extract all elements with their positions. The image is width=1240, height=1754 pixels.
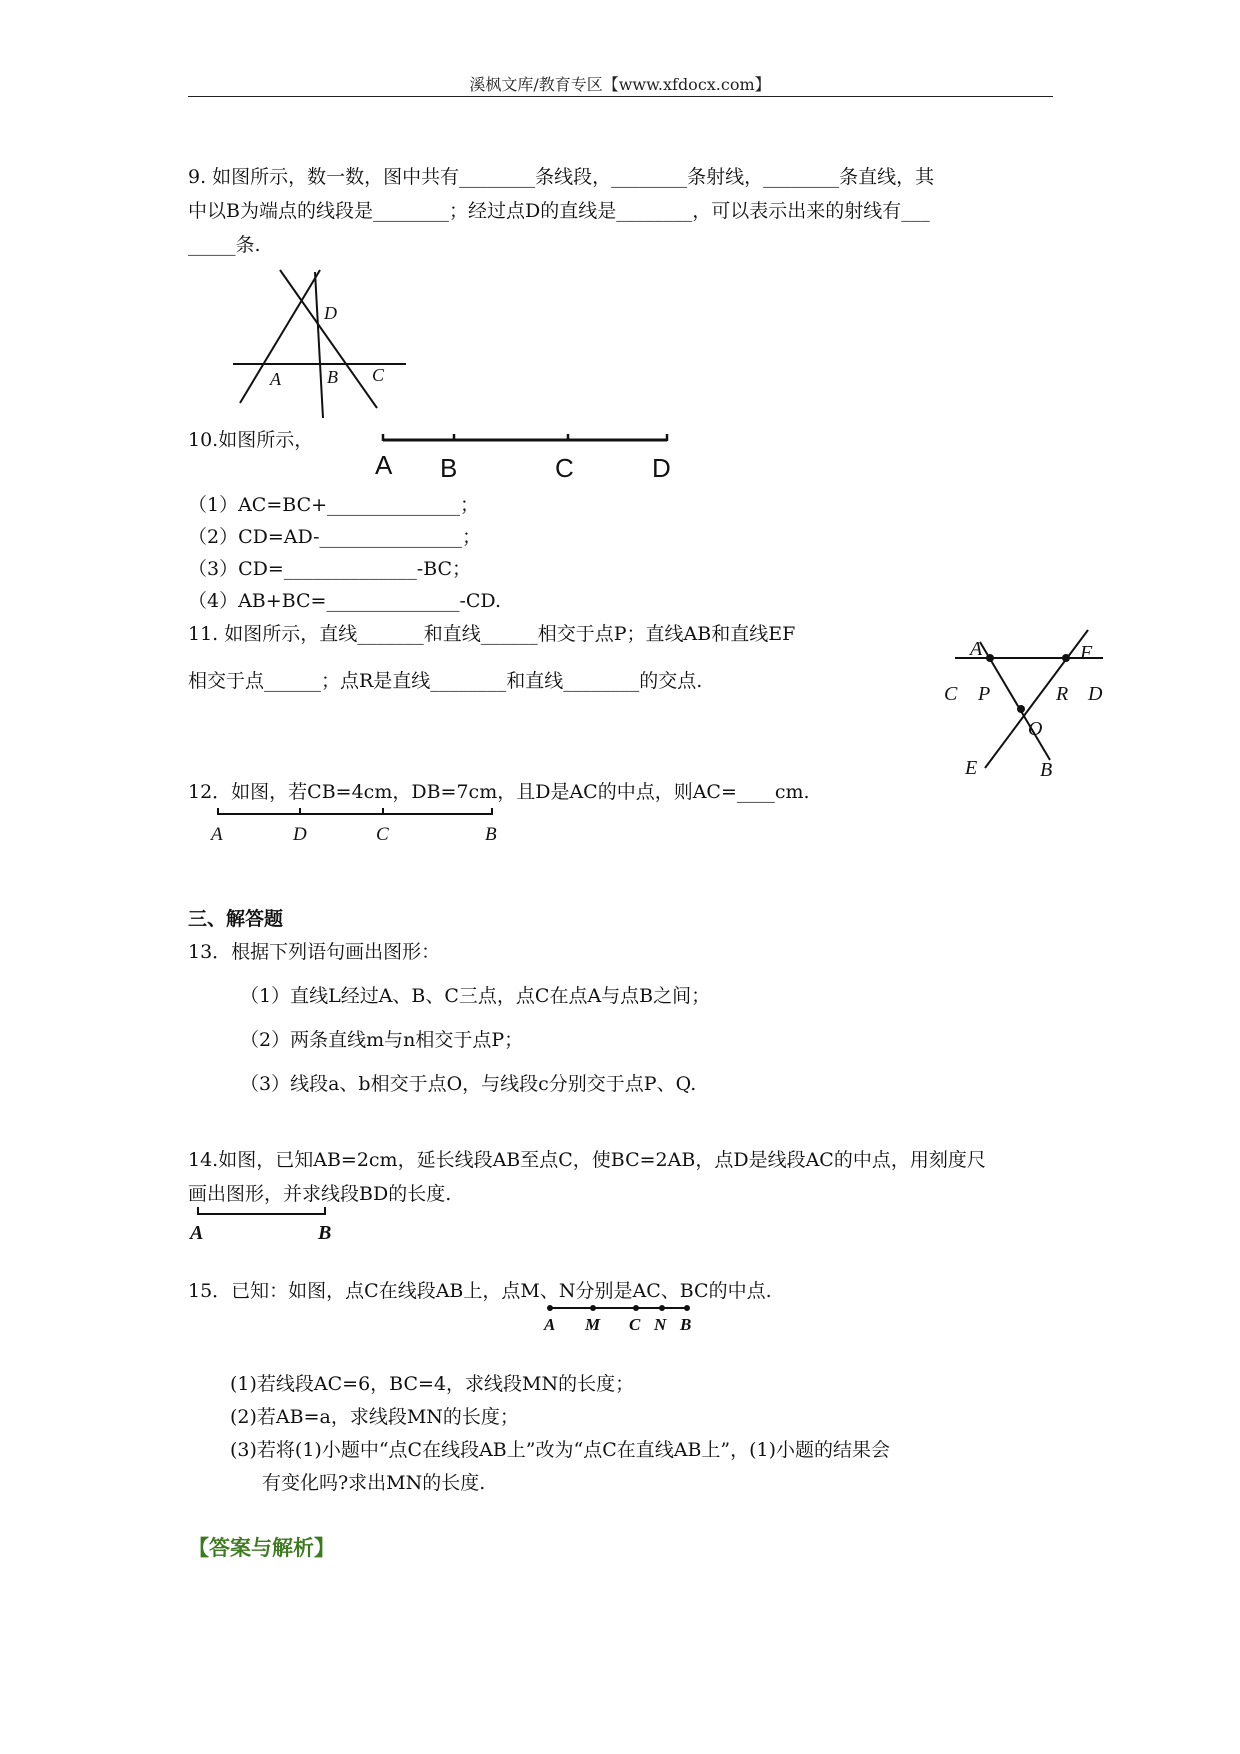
q12-label-d: D bbox=[293, 824, 307, 845]
q11-label-f: F bbox=[1080, 642, 1093, 664]
q9-label-b: B bbox=[327, 367, 338, 387]
q12-text: 12．如图，若CB=4cm，DB=7cm，且D是AC的中点，则AC=____cm. bbox=[188, 781, 810, 803]
q11-point-o bbox=[1017, 705, 1025, 713]
q14-line-1: 14.如图，已知AB=2cm，延长线段AB至点C，使BC=2AB，点D是线段AC的中点，用刻度尺 bbox=[188, 1149, 986, 1171]
q15-point-n bbox=[659, 1305, 665, 1311]
q15-point-c bbox=[633, 1305, 639, 1311]
q11-point-r bbox=[1062, 654, 1070, 662]
q15-point-m bbox=[590, 1305, 596, 1311]
q9-line-cd bbox=[280, 270, 377, 408]
q11-label-d: D bbox=[1088, 683, 1103, 705]
q10-label-d: D bbox=[652, 453, 671, 483]
q14-figure bbox=[188, 1207, 338, 1247]
q10-item-4: （4）AB+BC=______________-CD. bbox=[188, 590, 502, 612]
q9-line-3: _____条. bbox=[188, 234, 261, 256]
q11-label-r: R bbox=[1056, 683, 1069, 705]
q12-label-c: C bbox=[376, 824, 389, 845]
q11-label-o: O bbox=[1028, 718, 1043, 740]
q12-label-a: A bbox=[211, 824, 223, 845]
q9-label-d: D bbox=[324, 303, 337, 323]
q10-item-2: （2）CD=AD-_______________； bbox=[188, 526, 482, 548]
q9-line-bd bbox=[315, 272, 323, 418]
q12-label-b: B bbox=[485, 824, 497, 845]
q11-line-2: 相交于点______；点R是直线________和直线________的交点. bbox=[188, 670, 703, 692]
q14-label-a: A bbox=[190, 1222, 204, 1244]
header-rule bbox=[188, 96, 1053, 97]
q15-figure bbox=[540, 1300, 700, 1340]
q14-label-b: B bbox=[318, 1222, 332, 1244]
q11-figure bbox=[940, 630, 1115, 790]
q14-line-2: 画出图形，并求线段BD的长度. bbox=[188, 1183, 452, 1205]
q15-point-b bbox=[684, 1305, 690, 1311]
q15-item-3-cont: 有变化吗?求出MN的长度. bbox=[262, 1472, 486, 1494]
q15-label-n: N bbox=[654, 1315, 667, 1334]
q15-intro: 15．已知：如图，点C在线段AB上，点M、N分别是AC、BC的中点. bbox=[188, 1280, 772, 1302]
q15-item-2: (2)若AB=a，求线段MN的长度； bbox=[230, 1406, 519, 1428]
q10-item-3: （3）CD=______________-BC； bbox=[188, 558, 472, 580]
section-title: 三、解答题 bbox=[188, 908, 284, 930]
q11-label-b: B bbox=[1040, 759, 1053, 781]
q9-line-2: 中以B为端点的线段是________；经过点D的直线是________，可以表示出来的射线有___ bbox=[188, 200, 930, 222]
q10-label-c: C bbox=[555, 453, 574, 483]
q15-label-m: M bbox=[585, 1315, 601, 1334]
q12-figure bbox=[208, 808, 518, 848]
page-header: 溪枫文库/教育专区【www.xfdocx.com】 bbox=[469, 75, 771, 94]
q15-label-a: A bbox=[544, 1315, 556, 1334]
q11-line-ef bbox=[985, 630, 1088, 768]
q10-label-b: B bbox=[440, 453, 458, 483]
q15-label-c: C bbox=[629, 1315, 641, 1334]
q13-item-3: （3）线段a、b相交于点O，与线段c分别交于点P、Q. bbox=[240, 1073, 697, 1095]
q11-label-a: A bbox=[970, 638, 983, 660]
answer-title: 【答案与解析】 bbox=[188, 1536, 335, 1560]
q11-line-1: 11. 如图所示，直线_______和直线______相交于点P；直线AB和直线EF bbox=[188, 623, 796, 645]
q11-label-p: P bbox=[978, 683, 991, 705]
q11-label-c: C bbox=[944, 683, 958, 705]
q15-item-3: (3)若将(1)小题中“点C在线段AB上”改为“点C在直线AB上”，(1)小题的结果会 bbox=[230, 1439, 891, 1461]
q10-item-1: （1）AC=BC+______________； bbox=[188, 494, 480, 516]
q10-title: 10.如图所示， bbox=[188, 429, 314, 451]
q10-label-a: A bbox=[375, 450, 393, 480]
q13-item-1: （1）直线L经过A、B、C三点，点C在点A与点B之间； bbox=[240, 985, 711, 1007]
q9-label-a: A bbox=[270, 369, 281, 389]
q13-title: 13．根据下列语句画出图形： bbox=[188, 941, 441, 963]
q10-figure bbox=[375, 432, 685, 492]
q15-point-a bbox=[547, 1305, 553, 1311]
q15-item-1: (1)若线段AC=6，BC=4，求线段MN的长度； bbox=[230, 1373, 635, 1395]
q9-line-1: 9. 如图所示，数一数，图中共有________条线段，________条射线，________条直线，其 bbox=[188, 166, 935, 188]
q9-figure bbox=[230, 268, 410, 418]
q11-label-e: E bbox=[965, 757, 978, 779]
q15-label-b: B bbox=[680, 1315, 692, 1334]
q9-label-c: C bbox=[372, 365, 385, 385]
q13-item-2: （2）两条直线m与n相交于点P； bbox=[240, 1029, 524, 1051]
q11-point-p bbox=[986, 654, 994, 662]
